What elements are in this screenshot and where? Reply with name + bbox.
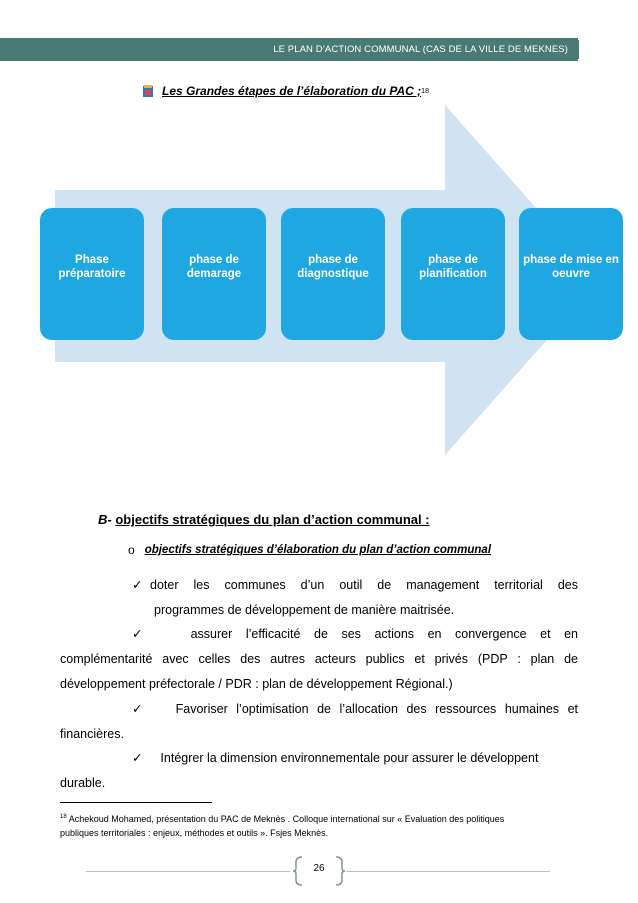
footnote: $^{18}$ Achekoud Mohamed, présentation du PAC de Meknès . Colloque international sur « Evaluation des politiques publiques territoriales : enjeux, méthodes et outils ». Fsjes Meknès. [60,814,505,838]
section-heading: B- objectifs stratégiques du plan d’action communal : [98,512,430,527]
book-icon [142,84,154,98]
check-icon: ✓ [132,751,143,765]
running-header: LE PLAN D’ACTION COMMUNAL (CAS DE LA VILLE DE MEKNES) [273,44,568,55]
phase-box: phase de demarage [162,208,266,340]
phase-box: phase de diagnostique [281,208,385,340]
steps-title [142,84,429,98]
phase-box: phase de mise en oeuvre [519,208,623,340]
page-rule-left [86,871,290,872]
circle-bullet: o [128,543,135,557]
bracket-right-icon [334,856,346,886]
objective-line: ✓ Intégrer la dimension environnementale pour assurer le développent [132,746,578,771]
objective-line: complémentarité avec celles des autres acteurs publics et privés (PDP : plan de [60,652,578,666]
page-number: 26 [313,863,325,874]
check-icon: ✓ [132,627,143,641]
process-diagram [0,100,638,460]
page-rule-right [346,871,550,872]
header-divider [578,40,579,59]
check-icon: ✓ [132,702,143,716]
steps-title-text: Les Grandes étapes de l’élaboration du PAC ; [162,84,422,98]
objective-line: durable. [60,776,106,790]
objective-line: financières. [60,727,124,741]
footnote-separator [60,802,212,803]
subsection-heading: o objectifs stratégiques d’élaboration du plan d’action communal [128,543,492,557]
footnote-ref: 18 [421,87,429,95]
objective-line: ✓ Favoriser l’optimisation de l’allocation des ressources humaines et [132,697,578,722]
objective-line: développement préfectorale / PDR : plan de développement Régional.) [60,677,453,691]
check-icon: ✓ [132,578,143,592]
objective-line: ✓ doter les communes d’un outil de management territorial des [132,573,578,598]
phase-box: phase de planification [401,208,505,340]
objective-line: ✓ assurer l’efficacité de ses actions en convergence et en [132,622,578,647]
phase-box: Phase préparatoire [40,208,144,340]
objective-line: programmes de développement de manière maitrisée. [154,603,455,617]
